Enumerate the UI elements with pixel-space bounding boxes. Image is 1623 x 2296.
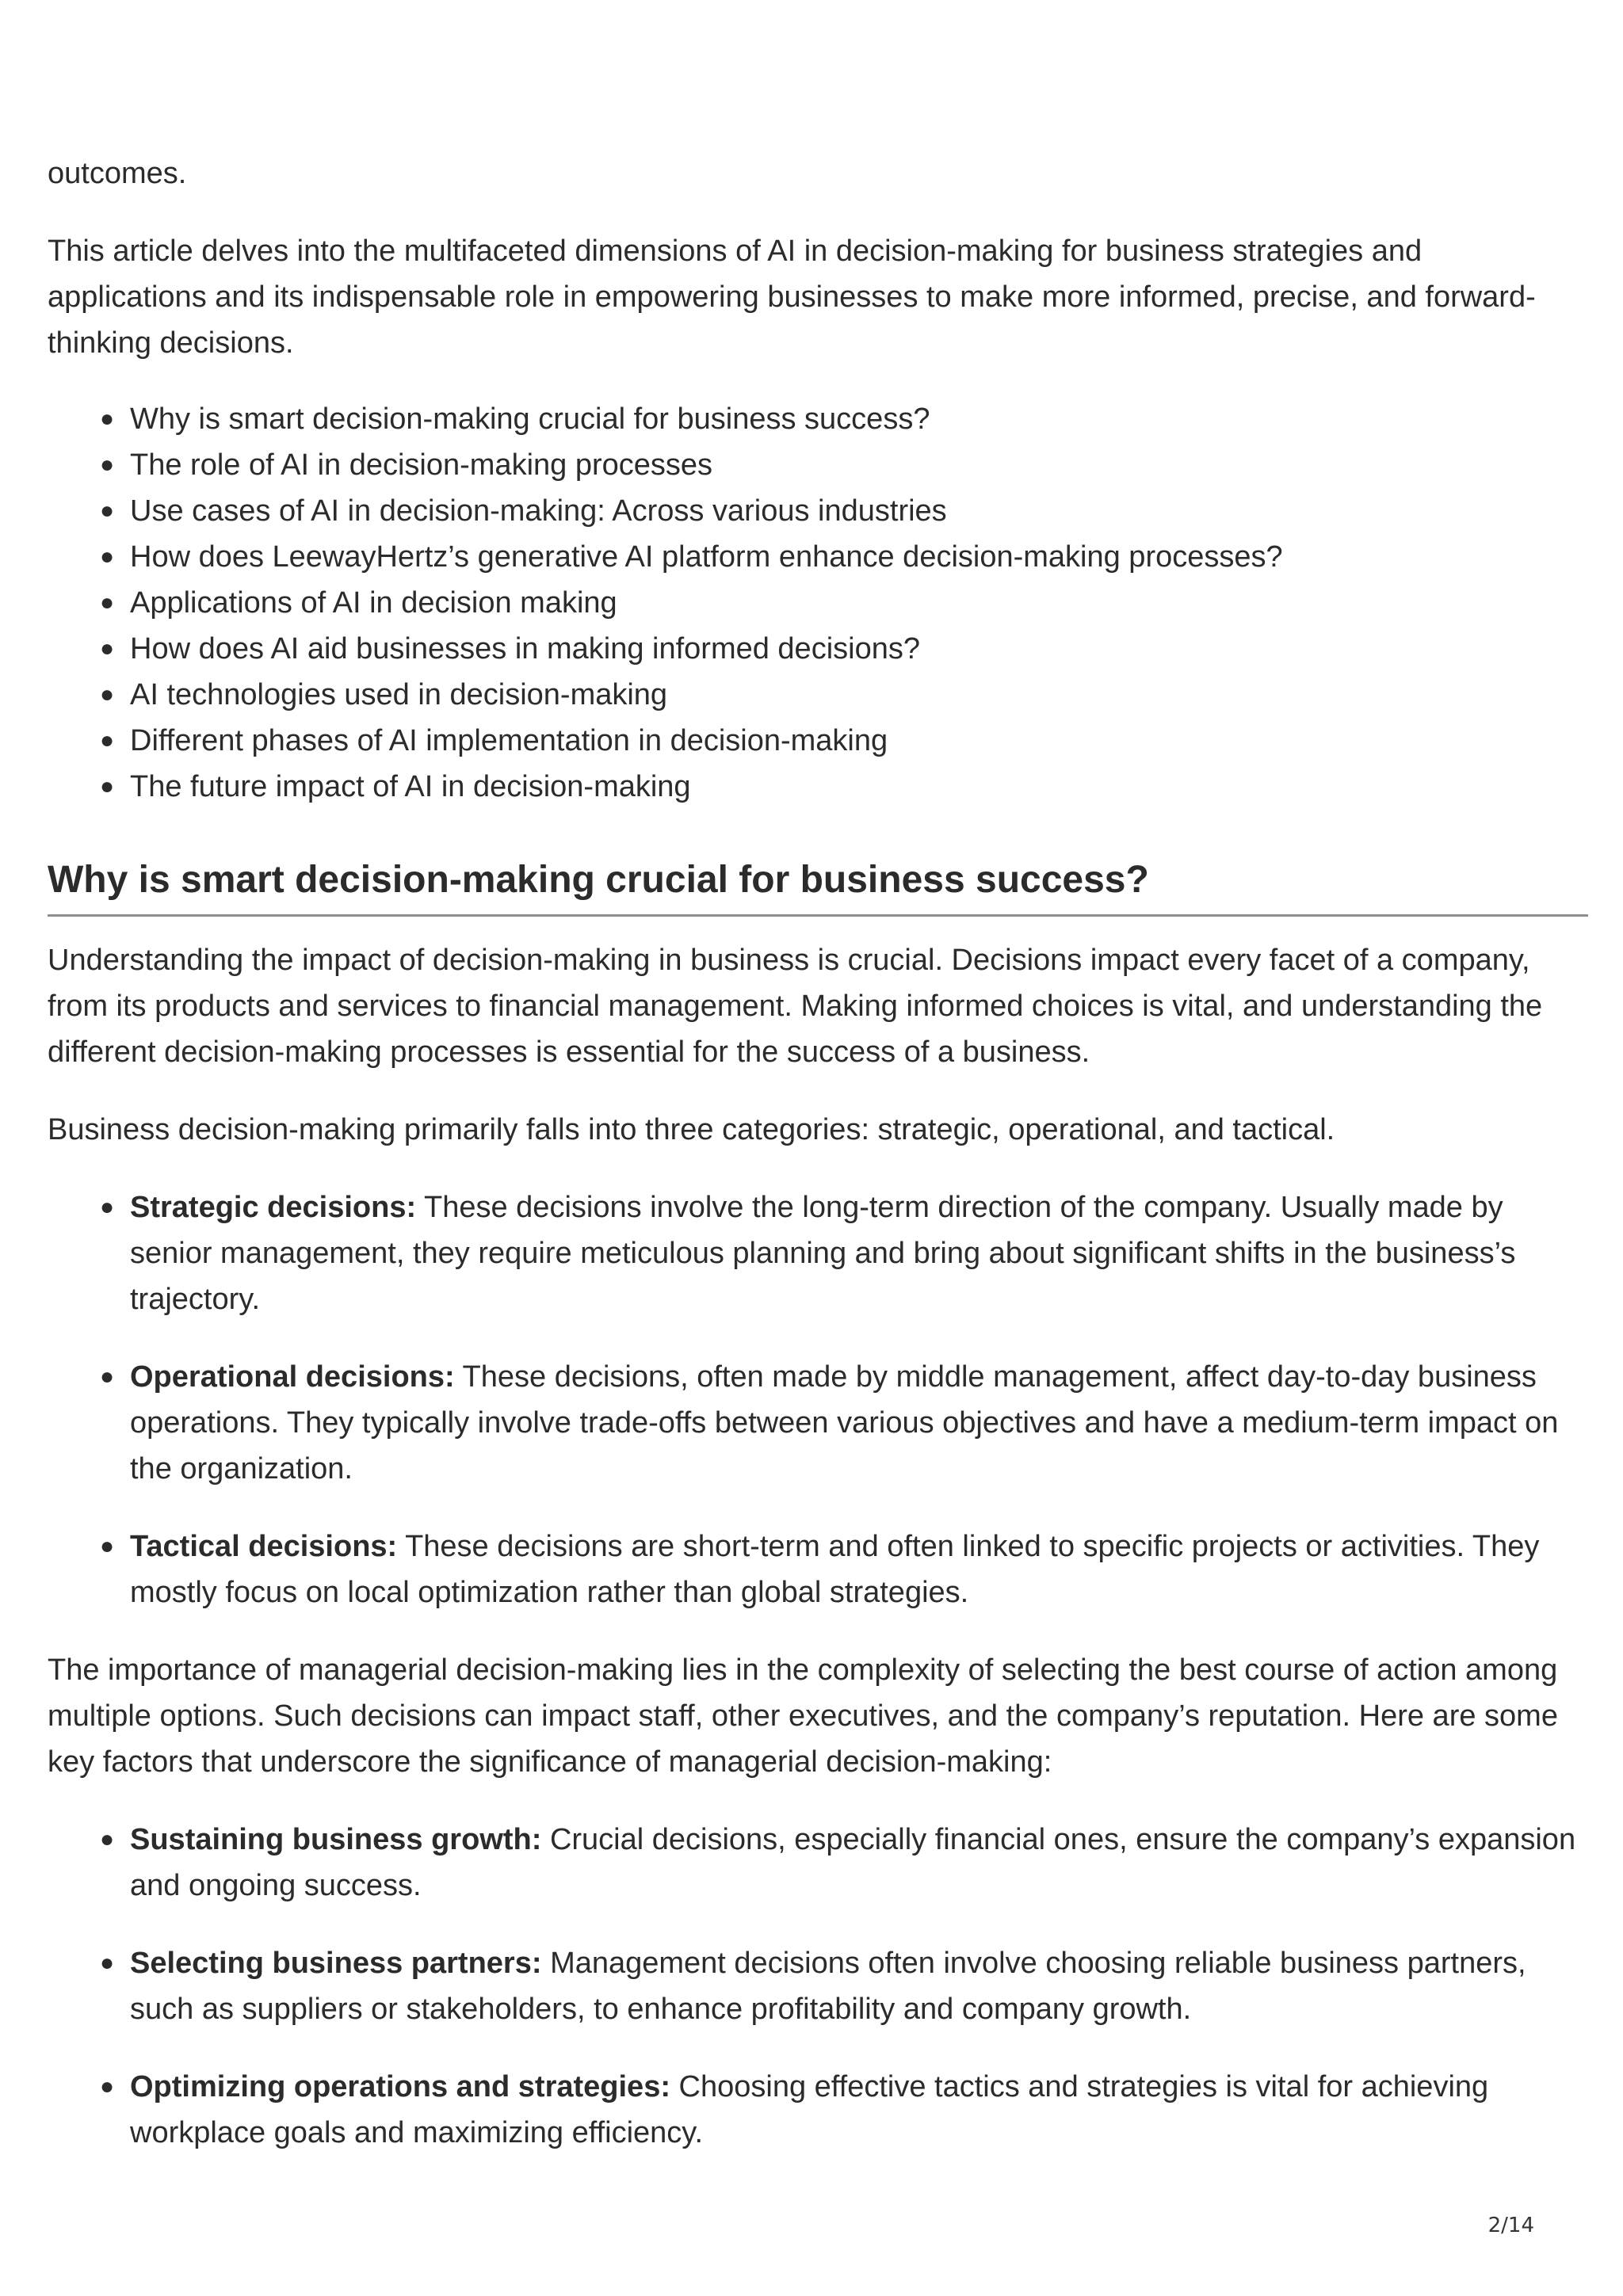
toc-item[interactable] xyxy=(100,580,1588,626)
toc-item-label[interactable]: The role of AI in decision-making processes xyxy=(130,448,713,482)
list-item xyxy=(100,1817,1588,1909)
toc-item[interactable] xyxy=(100,626,1588,672)
key-factors-list xyxy=(100,1817,1588,2156)
list-item-text: These decisions are short-term and often linked to specific projects or activities. They mostly focus on local optimization rather than global strategies. xyxy=(130,1530,1540,1609)
toc-item-label[interactable]: Applications of AI in decision making xyxy=(130,586,617,620)
list-item-text: These decisions involve the long-term direction of the company. Usually made by senior management, they require meticulous planning and bring about significant shifts in the business’s trajectory. xyxy=(130,1191,1516,1316)
bullet-icon: ● xyxy=(100,589,115,616)
list-item-text: Choosing effective tactics and strategies is vital for achieving workplace goals and maximizing efficiency. xyxy=(130,2070,1489,2149)
list-item xyxy=(100,1524,1588,1615)
toc-item[interactable] xyxy=(100,488,1588,534)
list-item-text: Crucial decisions, especially financial ones, ensure the company’s expansion and ongoing success. xyxy=(130,1823,1576,1902)
toc-item-label[interactable]: How does AI aid businesses in making informed decisions? xyxy=(130,632,920,666)
decision-categories-list xyxy=(100,1184,1588,1615)
bullet-icon: ● xyxy=(100,1194,115,1220)
toc-item-label[interactable]: AI technologies used in decision-making xyxy=(130,678,668,711)
bullet-icon: ● xyxy=(100,1950,115,1976)
list-item-term: Operational decisions: xyxy=(130,1360,455,1394)
toc-item-label[interactable]: The future impact of AI in decision-making xyxy=(130,770,691,803)
section-heading: Why is smart decision-making crucial for business success? xyxy=(48,859,1149,901)
bullet-icon: ● xyxy=(100,727,115,753)
bullet-icon: ● xyxy=(100,1363,115,1390)
section-paragraph-3: The importance of managerial decision-making lies in the complexity of selecting the best course of action among multiple options. Such decisions can impact staff, other executives, and the company’s reputation. Here are some key factors that underscore the significance of managerial decision-making: xyxy=(48,1653,1558,1779)
toc-item[interactable] xyxy=(100,764,1588,810)
toc-item[interactable] xyxy=(100,534,1588,580)
toc-item[interactable] xyxy=(100,396,1588,442)
intro-paragraph: This article delves into the multifaceted dimensions of AI in decision-making for business strategies and applications and its indispensable role in empowering businesses to make more informed, precise, and forward-thinking decisions. xyxy=(48,235,1536,360)
bullet-icon: ● xyxy=(100,1533,115,1559)
bullet-icon: ● xyxy=(100,498,115,524)
list-item xyxy=(100,2064,1588,2156)
toc-item[interactable] xyxy=(100,442,1588,488)
list-item-term: Sustaining business growth: xyxy=(130,1823,542,1856)
table-of-contents xyxy=(100,396,1588,810)
list-item-text: Management decisions often involve choosing reliable business partners, such as suppliers or stakeholders, to enhance profitability and company growth. xyxy=(130,1947,1526,2026)
bullet-icon: ● xyxy=(100,1826,115,1852)
list-item xyxy=(100,1940,1588,2032)
list-item xyxy=(100,1354,1588,1492)
toc-item-label[interactable]: How does LeewayHertz’s generative AI platform enhance decision-making processes? xyxy=(130,540,1283,574)
bullet-icon: ● xyxy=(100,452,115,478)
list-item xyxy=(100,1184,1588,1322)
list-item-text: These decisions, often made by middle management, affect day-to-day business operations. They typically involve trade-offs between various objectives and have a medium-term impact on the organization. xyxy=(130,1360,1559,1486)
page-number: 2/14 xyxy=(1487,2214,1534,2237)
section-paragraph-2: Business decision-making primarily falls into three categories: strategic, operational, and tactical. xyxy=(48,1113,1335,1146)
list-item-term: Selecting business partners: xyxy=(130,1947,542,1980)
bullet-icon: ● xyxy=(100,773,115,799)
toc-item[interactable] xyxy=(100,672,1588,718)
section-paragraph-1: Understanding the impact of decision-making in business is crucial. Decisions impact every facet of a company, from its products and services to financial management. Making informed choices is vital, and understanding the different decision-making processes is essential for the success of a business. xyxy=(48,944,1543,1069)
bullet-icon: ● xyxy=(100,681,115,707)
document-page xyxy=(48,151,1588,2187)
bullet-icon: ● xyxy=(100,406,115,432)
bullet-icon: ● xyxy=(100,543,115,570)
intro-tail: outcomes. xyxy=(48,157,187,190)
toc-item-label[interactable]: Different phases of AI implementation in decision-making xyxy=(130,724,888,757)
list-item-term: Optimizing operations and strategies: xyxy=(130,2070,670,2103)
bullet-icon: ● xyxy=(100,635,115,662)
toc-item-label[interactable]: Use cases of AI in decision-making: Across various industries xyxy=(130,494,947,528)
bullet-icon: ● xyxy=(100,2073,115,2100)
toc-item[interactable] xyxy=(100,718,1588,764)
toc-item-label[interactable]: Why is smart decision-making crucial for business success? xyxy=(130,402,930,436)
list-item-term: Strategic decisions: xyxy=(130,1191,417,1224)
heading-divider xyxy=(48,914,1588,917)
list-item-term: Tactical decisions: xyxy=(130,1530,398,1563)
